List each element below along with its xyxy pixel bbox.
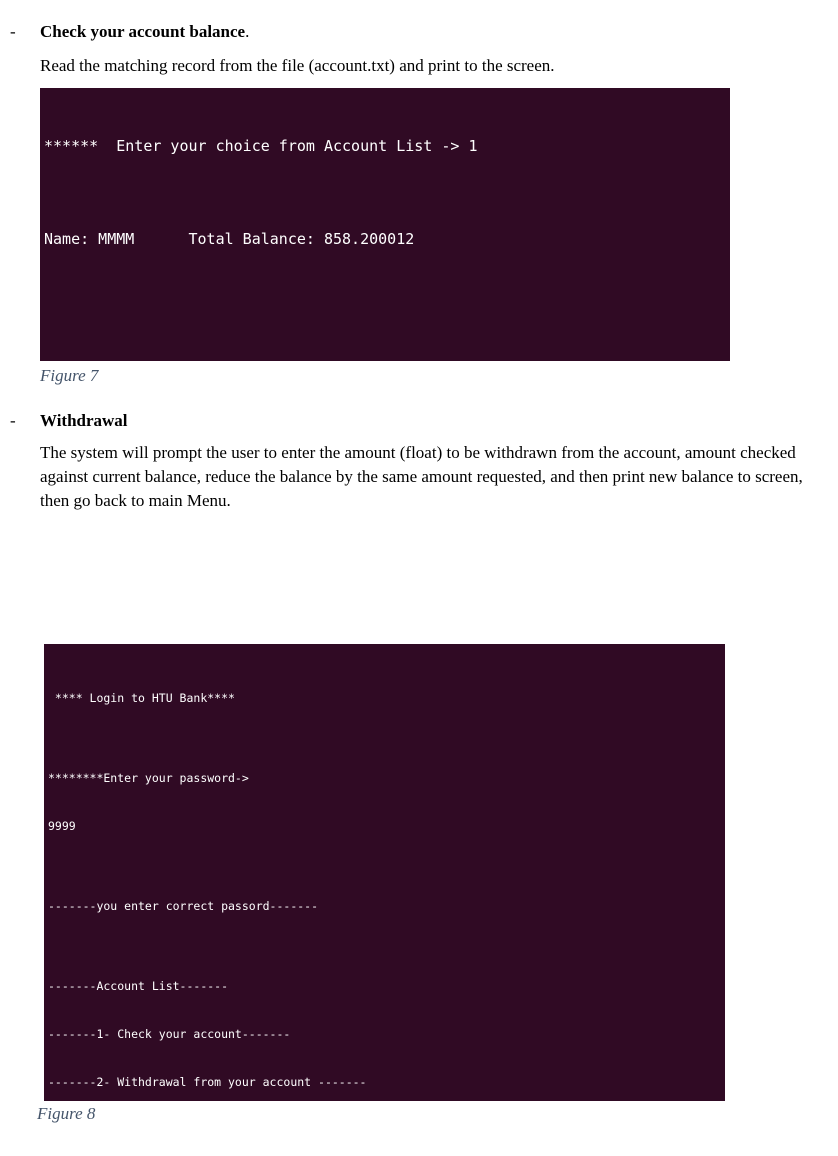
figure-8-caption: Figure 8 xyxy=(37,1104,96,1123)
figure-7-caption: Figure 7 xyxy=(40,366,99,385)
section-heading-withdrawal xyxy=(10,411,128,431)
heading-period: . xyxy=(245,22,250,41)
terminal-screenshot-figure-8 xyxy=(44,644,725,1101)
terminal-line: ********Enter your password-> xyxy=(48,771,249,785)
heading-text: Check your account balance xyxy=(40,22,246,41)
terminal-screenshot-figure-7 xyxy=(40,88,730,361)
terminal-line: -------you enter correct passord------- xyxy=(48,899,319,913)
section-heading-check-balance xyxy=(10,22,249,42)
terminal-line: -------Account List------- xyxy=(48,979,229,993)
terminal-line: Name: MMMM Total Balance: 858.200012 xyxy=(44,230,415,249)
heading-text: Withdrawal xyxy=(40,411,128,430)
terminal-line: 9999 xyxy=(48,819,76,833)
paragraph-withdrawal: The system will prompt the user to enter the amount (float) to be withdrawn from the account, amount checked against current balance, reduce the balance by the same amount requested, and then print new balance to screen, then go back to main Menu. xyxy=(40,443,803,510)
terminal-line: **** Login to HTU Bank**** xyxy=(48,691,235,705)
bullet-dash: - xyxy=(10,411,16,430)
paragraph-check-balance: Read the matching record from the file (account.txt) and print to the screen. xyxy=(40,56,555,75)
terminal-line: ****** Enter your choice from Account List -> 1 xyxy=(44,137,478,156)
terminal-line xyxy=(44,360,730,361)
bullet-dash: - xyxy=(10,22,16,41)
terminal-line: -------1- Check your account------- xyxy=(48,1027,291,1041)
terminal-line: -------2- Withdrawal from your account ------- xyxy=(48,1075,367,1089)
